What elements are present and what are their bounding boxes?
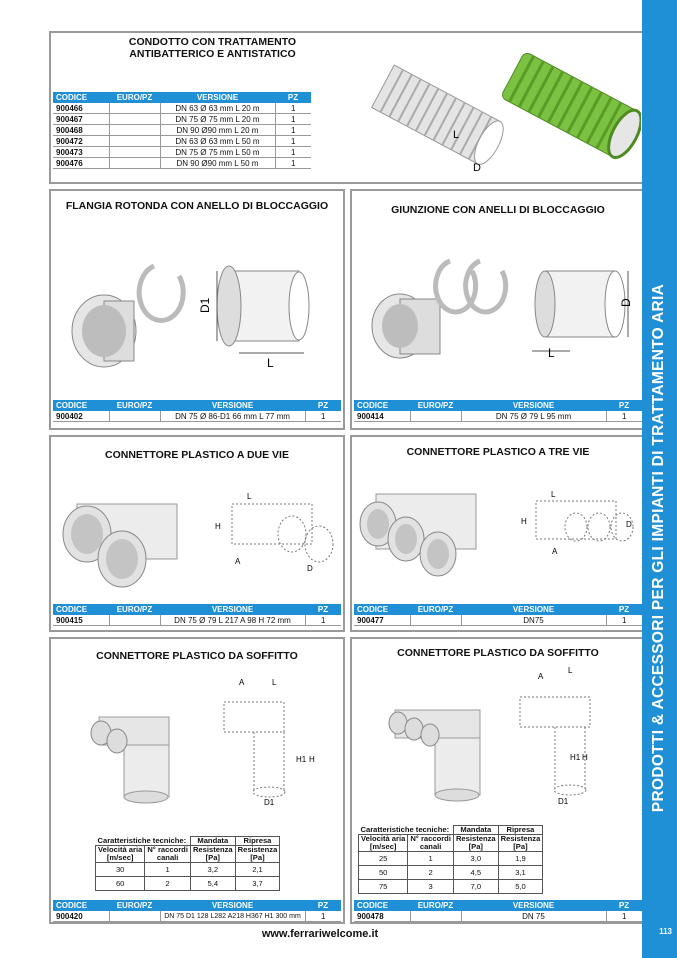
due-vie-table: CODICE EURO/PZ VERSIONE PZ 900415 DN 75 Ø 79 L 217 A 98 H 72 mm 1 [53,604,341,626]
sidebar-band [642,0,677,958]
dim-l-label: L [453,129,460,141]
soffitto-left-title: CONNETTORE PLASTICO DA SOFFITTO [96,650,298,662]
svg-text:D: D [307,564,313,573]
svg-text:L: L [551,490,556,499]
table-row: 900478 DN 75 1 [354,911,642,922]
svg-text:A: A [235,557,241,566]
specs-table-left: Caratteristiche tecniche: Mandata Ripresa Velocità aria [m/sec] N° raccordi canali Resistenza [Pa] Resistenza [Pa] 30 1 3,2 2,1 60 2 5,4 3,7 [95,836,280,891]
svg-text:H: H [521,517,527,526]
flangia-table: CODICE EURO/PZ VERSIONE PZ 900402 DN 75 Ø 86-D1 66 mm L 77 mm 1 [53,400,341,422]
two-way-image [57,479,342,601]
section-tre-vie [350,435,646,632]
table-row: 900402 DN 75 Ø 86-D1 66 mm L 77 mm 1 [53,411,341,422]
sidebar-title: PRODOTTI & ACCESSORI PER GLI IMPIANTI DI TRATTAMENTO ARIA [650,283,667,813]
table-row: 900466 DN 63 Ø 63 mm L 20 m 1 [53,103,311,114]
section-giunzione [350,189,646,430]
soffitto-right-title: CONNETTORE PLASTICO DA SOFFITTO [397,647,599,659]
table-row: 900415 DN 75 Ø 79 L 217 A 98 H 72 mm 1 [53,615,341,626]
dim-d-label: D [619,298,633,307]
svg-text:D1: D1 [264,798,275,807]
svg-text:A: A [538,672,544,681]
three-way-image [356,479,641,601]
dim-l-label: L [267,356,274,370]
table-row: 900414 DN 75 Ø 79 L 95 mm 1 [354,411,642,422]
svg-text:L: L [247,492,252,501]
table-row: 60 2 5,4 3,7 [96,877,280,891]
table-row: 900420 DN 75 D1 128 L282 A218 H367 H1 300 mm 1 [53,911,341,922]
giunzione-table: CODICE EURO/PZ VERSIONE PZ 900414 DN 75 Ø 79 L 95 mm 1 [354,400,642,422]
duct-image [361,43,641,183]
table-row: 50 2 4,5 3,1 [359,866,543,880]
svg-text:H: H [215,522,221,531]
coupling-image [360,241,640,371]
svg-text:H: H [582,753,588,762]
dim-l-label: L [548,346,555,360]
due-vie-title: CONNETTORE PLASTICO A DUE VIE [105,449,289,461]
footer-url[interactable]: www.ferrariwelcome.it [261,928,379,940]
svg-text:H: H [309,755,315,764]
specs-table-right: Caratteristiche tecniche: Mandata Ripresa Velocità aria [m/sec] N° raccordi canali Resistenza [Pa] Resistenza [Pa] 25 1 3,0 1,9 50 2 4,5 3,1 75 3 7,0 5,0 [358,825,543,894]
dim-d1-label: D1 [198,297,212,313]
svg-text:L: L [272,678,277,687]
section-soffitto-right [350,637,646,924]
flangia-title: FLANGIA ROTONDA CON ANELLO DI BLOCCAGGIO [65,200,329,212]
table-row: 900472 DN 63 Ø 63 mm L 50 m 1 [53,136,311,147]
dim-d-label: D [473,162,481,174]
page-number: 113 [659,927,672,936]
table-row: 30 1 3,2 2,1 [96,863,280,877]
condotto-title: CONDOTTO CON TRATTAMENTO ANTIBATTERICO E ANTISTATICO [128,36,297,60]
table-row: 900468 DN 90 Ø90 mm L 20 m 1 [53,125,311,136]
table-row: 900473 DN 75 Ø 75 mm L 50 m 1 [53,147,311,158]
svg-text:A: A [239,678,245,687]
svg-text:H1: H1 [296,755,307,764]
section-due-vie [49,435,345,632]
soffitto-right-table: CODICE EURO/PZ VERSIONE PZ 900478 DN 75 1 [354,900,642,922]
svg-text:D: D [626,520,632,529]
table-row: 900476 DN 90 Ø90 mm L 50 m 1 [53,158,311,169]
table-row: 900467 DN 75 Ø 75 mm L 20 m 1 [53,114,311,125]
soffitto-left-table: CODICE EURO/PZ VERSIONE PZ 900420 DN 75 D1 128 L282 A218 H367 H1 300 mm 1 [53,900,341,922]
condotto-table: CODICE EURO/PZ VERSIONE PZ 900466 DN 63 Ø 63 mm L 20 m 1 900467 DN 75 Ø 75 mm L 20 m 1 900468 DN 90 Ø90 mm L 20 m 1 900472 DN 63 Ø 63 mm L 50 m 1 900473 DN 75 Ø 75 mm L 50 m 1 900476 DN 90 Ø90 mm L 50 m 1 [53,92,311,169]
table-row: 900477 DN75 1 [354,615,642,626]
svg-text:D1: D1 [558,797,569,805]
giunzione-title: GIUNZIONE CON ANELLI DI BLOCCAGGIO [391,204,605,216]
tre-vie-table: CODICE EURO/PZ VERSIONE PZ 900477 DN75 1 [354,604,642,626]
ceiling-connector-image [59,667,339,807]
svg-text:H1: H1 [570,753,581,762]
svg-text:A: A [552,547,558,556]
table-row: 75 3 7,0 5,0 [359,880,543,894]
table-row: 25 1 3,0 1,9 [359,852,543,866]
svg-text:L: L [568,666,573,675]
section-flangia [49,189,345,430]
flange-image [59,241,339,371]
tre-vie-title: CONNETTORE PLASTICO A TRE VIE [406,446,590,458]
section-condotto [49,31,646,184]
section-soffitto-left [49,637,345,924]
ceiling-connector-3-image [360,665,640,805]
